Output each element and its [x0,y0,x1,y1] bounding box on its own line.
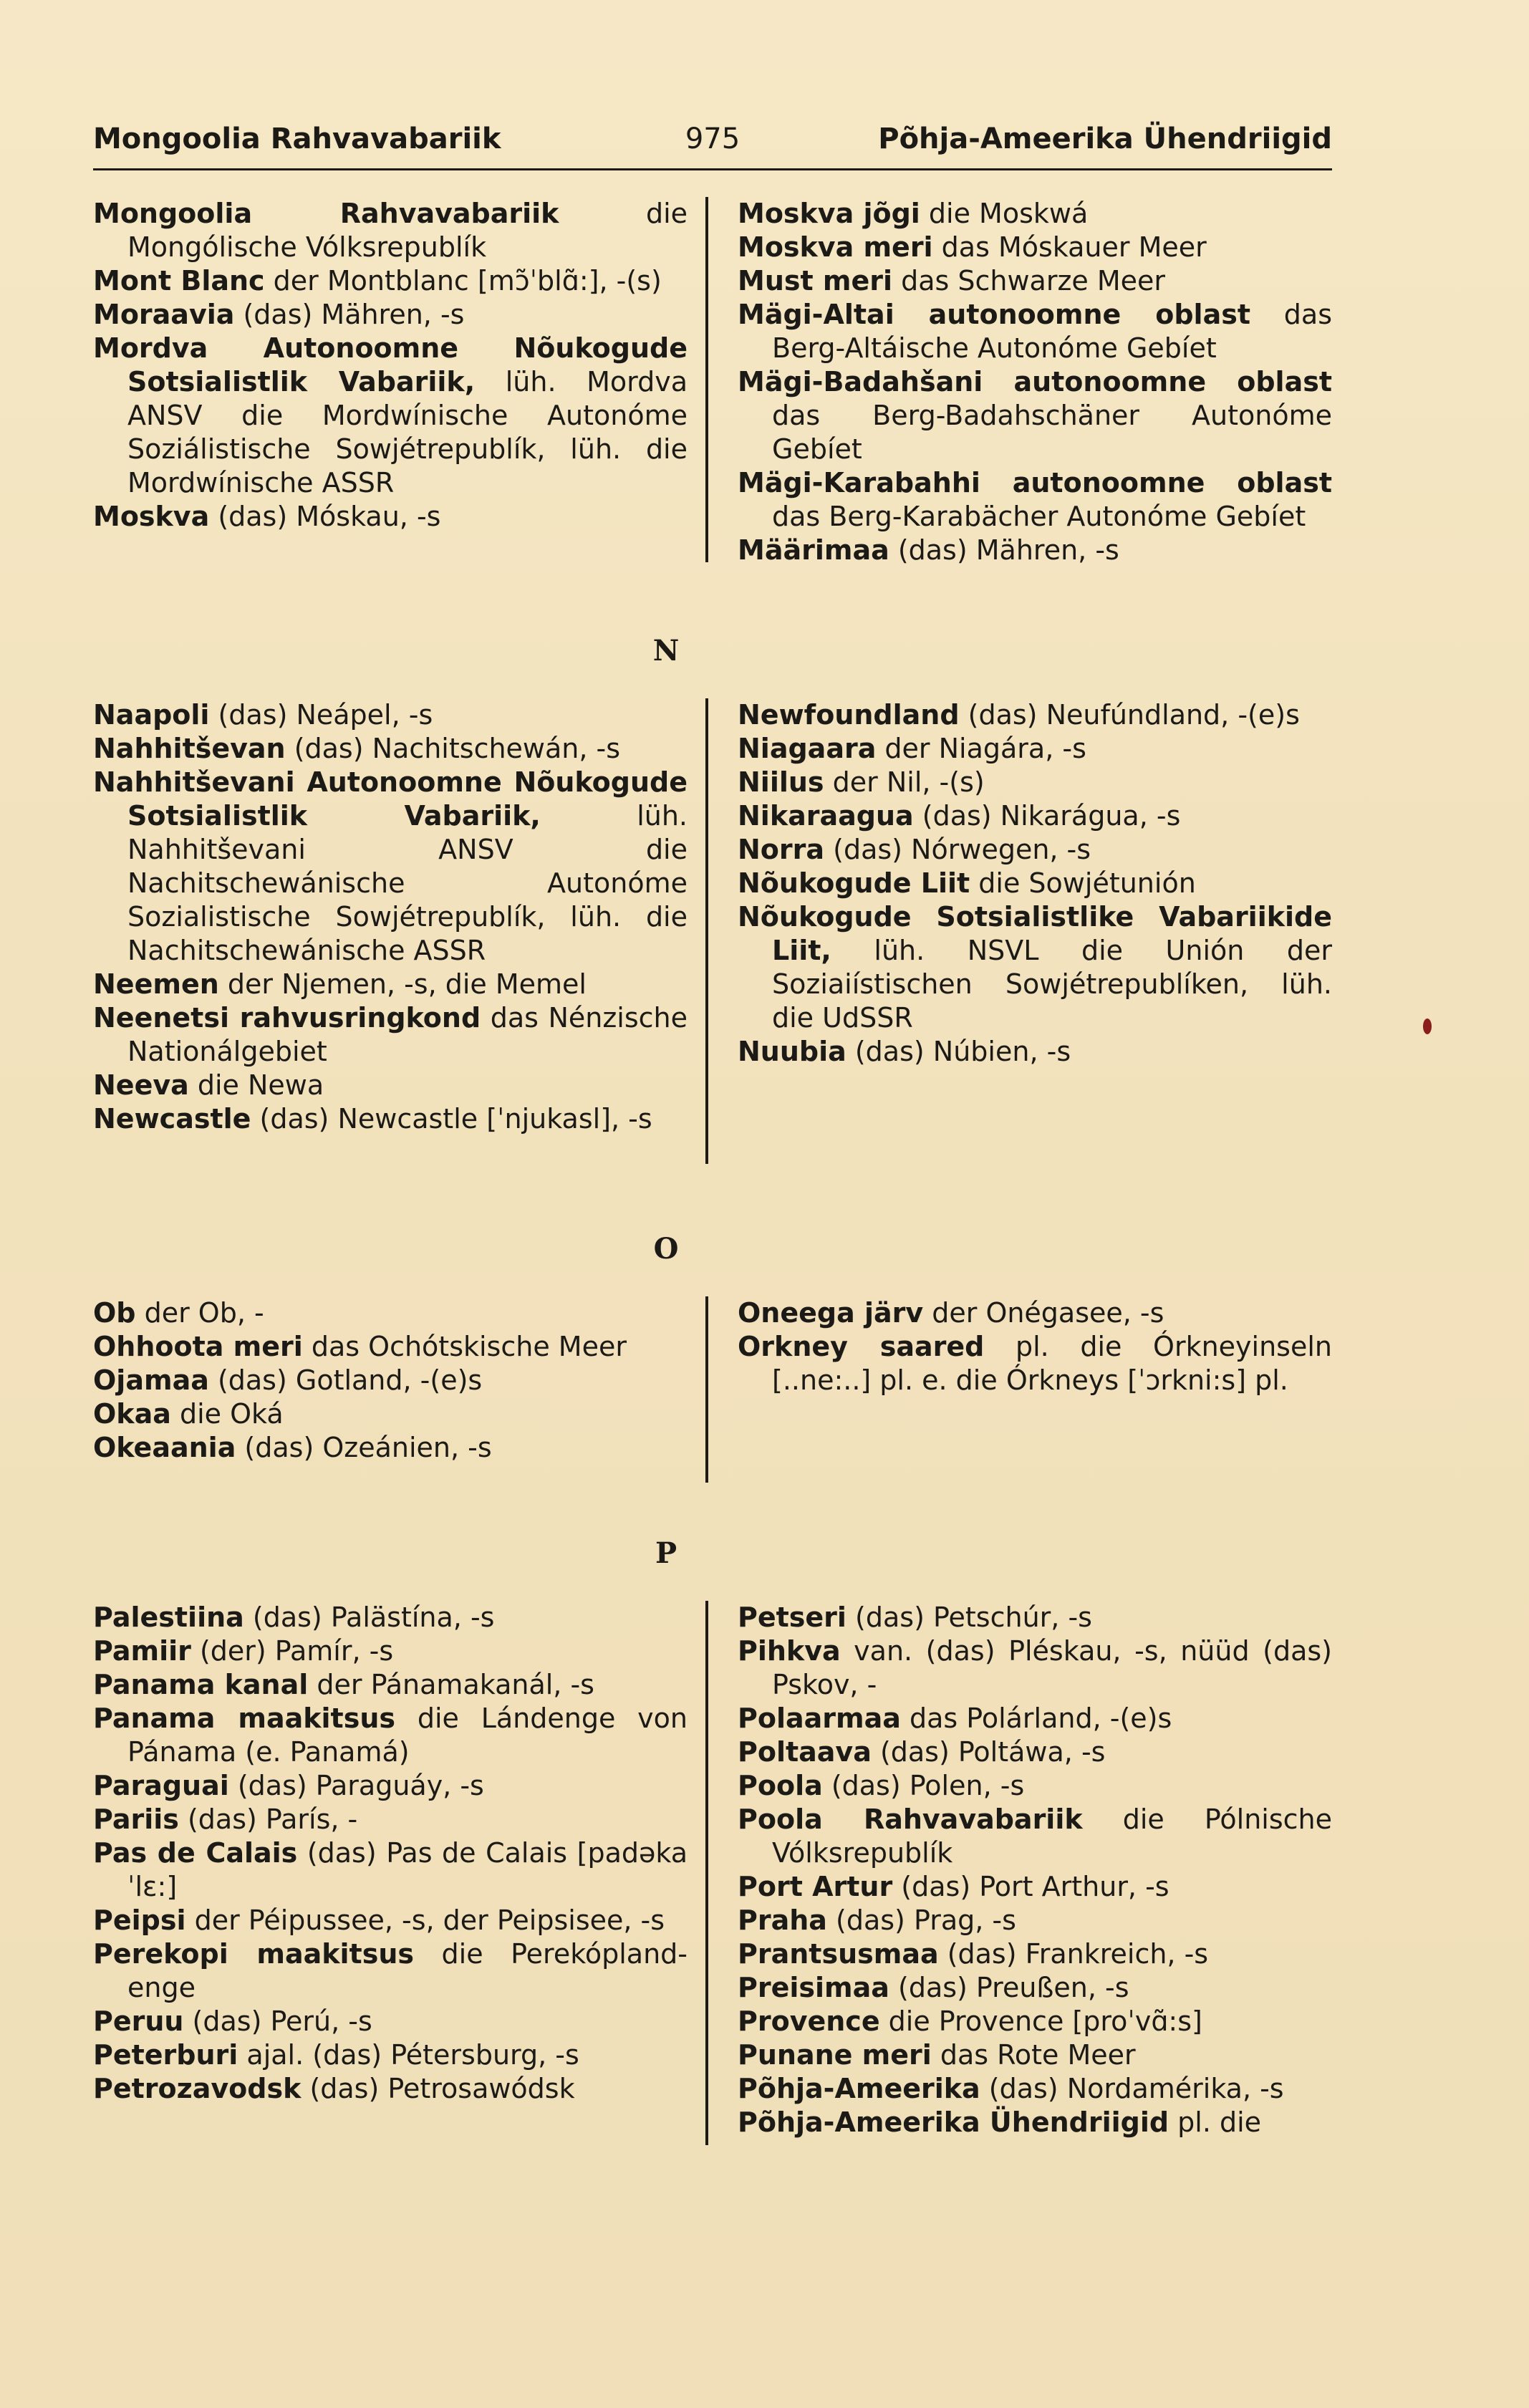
entry [738,466,1332,534]
definition: der Pánamakanál, -s [308,1669,594,1700]
definition: der Ob, - [135,1297,264,1329]
headword: Panama kanal [93,1669,309,1700]
headword: Praha [738,1904,827,1936]
entry [738,1937,1332,1971]
entry [738,1601,1332,1634]
definition: (das) Petrosawódsk [301,2073,575,2104]
headword: Port Artur [738,1871,893,1902]
headword: Naapoli [93,699,210,731]
definition: die Perekópland-enge [127,1938,688,2003]
entry [93,1431,688,1465]
headword: Okaa [93,1398,171,1430]
definition: (das) Nachitschewán, -s [285,733,621,764]
entry [93,332,688,500]
headword: Põhja-Ameerika [738,2073,980,2104]
headword: Palestiina [93,1602,244,1633]
definition: der Njemen, -s, die Memel [218,968,587,1000]
headword: Moraavia [93,299,235,330]
entry [738,231,1332,264]
entry [738,1803,1332,1870]
headword: Põhja-Ameerika Ühendriigid [738,2106,1169,2138]
definition: die Newa [188,1069,324,1101]
headword: Nahhitševani Autonoomne Nõukogude Sotsialistlik Vabariik, [93,766,688,832]
definition: das Berg-Altáische Autonóme Gebíet [772,299,1332,364]
headword: Mägi-Badahšani autonoomne oblast [738,366,1332,398]
definition: pl. die Órkneyinseln [..ne:..] pl. e. die Órkneys [ˈɔrkni:s] pl. [772,1331,1332,1396]
headword: Oneega järv [738,1297,924,1329]
definition: (das) Neufúndland, -(e)s [959,699,1300,731]
definition: pl. die [1169,2106,1262,2138]
entry [93,1001,688,1069]
entry [93,1904,688,1937]
definition: (das) Ozeánien, -s [236,1432,492,1463]
definition: (das) Newcastle [ˈnjukasl], -s [251,1103,652,1135]
entry [93,1937,688,2005]
entry [93,698,688,732]
entry [738,698,1332,732]
headword: Pamiir [93,1635,191,1667]
headword: Moskva [93,501,210,532]
headword: Nuubia [738,1036,847,1067]
entry [93,1102,688,1136]
headword: Peterburi [93,2039,238,2071]
entry [93,1803,688,1836]
headword: Peipsi [93,1904,186,1936]
definition: der Montblanc [mɔ̃ˈblɑ̃:], -(s) [264,265,662,297]
definition: (das) París, - [178,1803,358,1835]
headword: Perekopi maakitsus [93,1938,415,1970]
entry [738,1702,1332,1735]
headword: Petseri [738,1602,847,1633]
entry [93,1634,688,1668]
definition: (der) Pamír, -s [190,1635,394,1667]
headword: Neeva [93,1069,189,1101]
headword: Mägi-Altai autonoomne oblast [738,299,1250,330]
left-column [93,1296,688,1465]
headword: Moskva meri [738,231,933,263]
definition: (das) Pas de Calais [padəkaˈlɛ:] [127,1837,688,1902]
definition: das Móskauer Meer [932,231,1207,263]
entry [738,2106,1332,2139]
headword: Newcastle [93,1103,251,1135]
headword: Paraguai [93,1770,229,1801]
definition: (das) Perú, -s [183,2005,372,2037]
column-divider [705,197,708,562]
entry [93,1702,688,1769]
entry [93,1069,688,1102]
headword: Niagaara [738,733,877,764]
entry [738,1330,1332,1397]
entry [738,1904,1332,1937]
definition: das Ochótskische Meer [302,1331,627,1362]
left-column [93,698,688,1136]
column-divider [705,1601,708,2145]
headword: Poltaava [738,1736,872,1768]
definition: (das) Prag, -s [826,1904,1016,1936]
ink-speck [1423,1018,1432,1034]
entry [738,197,1332,231]
headword: Ojamaa [93,1364,209,1396]
headword: Panama maakitsus [93,1703,396,1734]
definition: (das) Palästína, -s [243,1602,495,1633]
letter-heading-n: N [652,634,680,668]
headword: Pariis [93,1803,179,1835]
entry [93,1296,688,1330]
definition: die Pólnische Vólksrepublík [772,1803,1332,1869]
definition: (das) Petschúr, -s [846,1602,1092,1633]
headword: Peruu [93,2005,184,2037]
entry [738,365,1332,466]
definition: (das) Nordamérika, -s [980,2073,1284,2104]
right-column [738,1296,1332,1397]
entry [738,298,1332,365]
entry [93,1836,688,1904]
headword: Poola [738,1770,823,1801]
definition: (das) Nikarágua, -s [913,800,1181,832]
entry [738,534,1332,567]
definition: die Oká [170,1398,284,1430]
entry [93,298,688,332]
definition: das Polárland, -(e)s [900,1703,1172,1734]
entry [738,1735,1332,1769]
definition: das Berg-Badahschäner Autonóme Gebíet [772,400,1332,465]
definition: (das) Port Arthur, -s [892,1871,1169,1902]
definition: das Schwarze Meer [892,265,1166,297]
entry [738,900,1332,1035]
definition: (das) Frankreich, -s [938,1938,1209,1970]
headword: Mongoolia Rahvavabariik [93,198,559,229]
headword: Neemen [93,968,219,1000]
headword: Nahhitševan [93,733,286,764]
entry [93,766,688,968]
entry [738,1035,1332,1069]
entry [93,264,688,298]
headword: Petrozavodsk [93,2073,302,2104]
definition: (das) Mähren, -s [889,534,1119,566]
entry [738,1296,1332,1330]
entry [93,2005,688,2038]
entry [738,867,1332,900]
headword: Nõukogude Liit [738,867,970,899]
definition: der Péipussee, -s, der Peipsisee, -s [185,1904,665,1936]
headword: Okeaania [93,1432,236,1463]
right-column [738,197,1332,567]
headword: Määrimaa [738,534,889,566]
definition: (das) Neápel, -s [209,699,433,731]
definition: (das) Nórwegen, -s [824,834,1091,865]
headword: Neenetsi rahvusringkond [93,1002,481,1034]
right-column [738,698,1332,1069]
definition: die Lándenge von Pánama (e. Panamá) [127,1703,688,1768]
entry [93,1769,688,1803]
entry [93,1397,688,1431]
headword: Orkney saared [738,1331,985,1362]
headword: Pas de Calais [93,1837,298,1869]
definition: (das) Paraguáy, -s [228,1770,484,1801]
definition: lüh. Nahhitševani ANSV die Nachitschewánische Autonóme Sozialistische Sowjétrepublík, lüh. die Nachitschewánische ASSR [127,800,688,966]
header-left-guideword: Mongoolia Rahvavabariik [93,122,501,155]
entry [93,1364,688,1397]
headword: Mont Blanc [93,265,265,297]
headword: Nikaraagua [738,800,914,832]
entry [738,1634,1332,1702]
headword: Norra [738,834,825,865]
entry [738,799,1332,833]
definition: (das) Poltáwa, -s [871,1736,1106,1768]
entry [738,2005,1332,2038]
headword: Must meri [738,265,893,297]
definition: der Niagára, -s [876,733,1086,764]
letter-heading-p: P [655,1536,677,1570]
headword: Polaarmaa [738,1703,901,1734]
definition: der Nil, -(s) [824,766,985,798]
entry [738,766,1332,799]
definition: (das) Mähren, -s [234,299,465,330]
headword: Pihkva [738,1635,841,1667]
entry [738,2072,1332,2106]
definition: (das) Gotland, -(e)s [208,1364,483,1396]
right-column [738,1601,1332,2139]
headword: Preisimaa [738,1972,889,2003]
definition: die Mongólische Vólksrepublík [127,198,688,263]
definition: (das) Núbien, -s [846,1036,1071,1067]
definition: (das) Polen, -s [822,1770,1025,1801]
definition: van. (das) Pléskau, -s, nüüd (das) Pskov, - [772,1635,1332,1700]
entry [93,2038,688,2072]
entry [738,264,1332,298]
entry [738,1769,1332,1803]
entry [93,1601,688,1634]
definition: das Nénzische Nationálgebiet [127,1002,688,1067]
definition: (das) Móskau, -s [209,501,441,532]
headword: Mägi-Karabahhi autonoomne oblast [738,467,1332,499]
left-column [93,1601,688,2106]
definition: das Berg-Karabächer Autonóme Gebíet [772,501,1306,532]
definition: der Onégasee, -s [923,1297,1164,1329]
column-divider [705,698,708,1164]
definition: das Rote Meer [931,2039,1136,2071]
headword: Niilus [738,766,824,798]
left-column [93,197,688,534]
headword: Newfoundland [738,699,960,731]
definition: lüh. NSVL die Unión der Soziaiístischen Sowjétrepublíken, lüh. die UdSSR [772,935,1332,1034]
entry [738,732,1332,766]
entry [93,968,688,1001]
definition: (das) Preußen, -s [889,1972,1129,2003]
headword: Punane meri [738,2039,932,2071]
definition: lüh. Mordva ANSV die Mordwínische Autonóme Soziálistische Sowjétrepublík, lüh. die Mordwínische ASSR [127,366,688,499]
entry [93,732,688,766]
header-right-guideword: Põhja-Ameerika Ühendriigid [878,122,1332,155]
page-number: 975 [685,122,741,155]
entry [93,1330,688,1364]
headword: Moskva jõgi [738,198,920,229]
entry [93,197,688,264]
headword: Poola Rahvavabariik [738,1803,1083,1835]
headword: Prantsusmaa [738,1938,939,1970]
entry [738,2038,1332,2072]
entry [93,2072,688,2106]
definition: die Provence [proˈvɑ̃:s] [879,2005,1202,2037]
definition: die Sowjétunión [970,867,1196,899]
entry [93,500,688,534]
column-divider [705,1296,708,1483]
headword: Ob [93,1297,136,1329]
headword: Ohhoota meri [93,1331,303,1362]
entry [738,1971,1332,2005]
letter-heading-o: O [653,1232,679,1266]
entry [93,1668,688,1702]
headword: Provence [738,2005,880,2037]
headword: Nõukogude Sotsialistlike Vabariikide Liit, [738,901,1332,966]
headword: Mordva Autonoomne Nõukogude Sotsialistlik Vabariik, [93,332,688,398]
definition: die Moskwá [920,198,1089,229]
running-header [93,118,1332,170]
entry [738,833,1332,867]
definition: ajal. (das) Pétersburg, -s [238,2039,579,2071]
entry [738,1870,1332,1904]
